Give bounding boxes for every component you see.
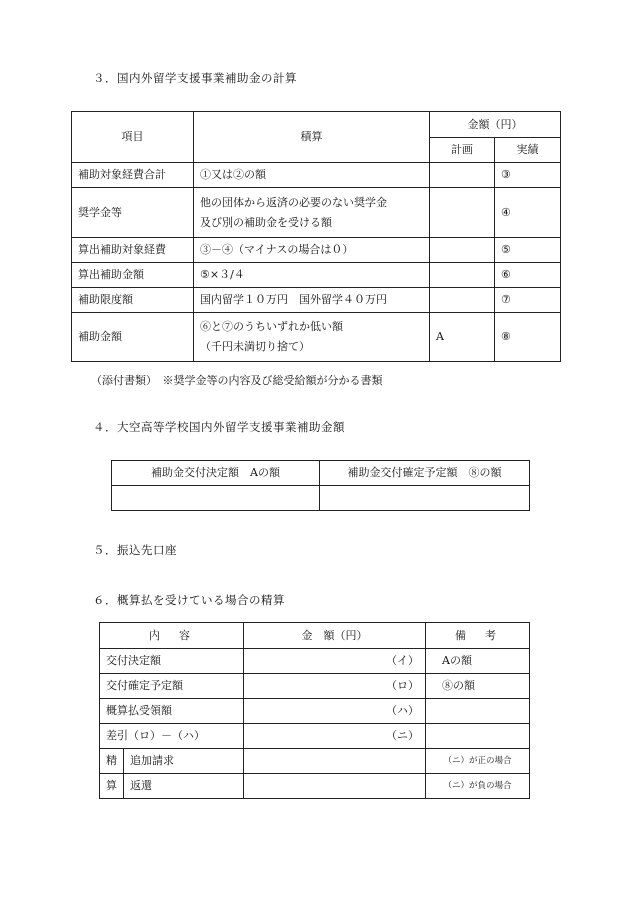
header-calc: 積算 xyxy=(194,112,430,163)
row-marker: （ロ） xyxy=(244,674,426,699)
row-plan xyxy=(430,288,495,313)
confirmed-amount-cell xyxy=(320,486,530,511)
row-calc xyxy=(194,313,430,362)
header-amount: 金 額（円） xyxy=(244,623,426,649)
table-row xyxy=(72,263,561,288)
row-plan xyxy=(430,238,495,263)
row-plan xyxy=(430,163,495,188)
settlement-label-top: 精 xyxy=(100,749,124,774)
section3-heading: ３．国内外留学支援事業補助金の計算 xyxy=(93,71,297,85)
row-calc: ①又は②の額 xyxy=(194,163,430,188)
row-actual: ⑧ xyxy=(495,313,561,362)
table-row xyxy=(72,313,561,362)
row-content: 返還 xyxy=(124,774,244,799)
row-remarks: （ニ）が負の場合 xyxy=(426,774,530,799)
row-marker: （イ） xyxy=(244,649,426,674)
row-marker: （ニ） xyxy=(244,724,426,749)
row-calc-line: ⑥と⑦のうちいずれか低い額 xyxy=(200,320,343,333)
row-calc: 国内留学１０万円 国外留学４０万円 xyxy=(194,288,430,313)
row-remarks xyxy=(426,724,530,749)
table-row xyxy=(100,649,530,674)
row-item: 補助限度額 xyxy=(72,288,194,313)
table-row xyxy=(72,163,561,188)
row-item: 算出補助金額 xyxy=(72,263,194,288)
decided-amount-header: 補助金交付決定額 Aの額 xyxy=(112,461,320,486)
table-row xyxy=(100,674,530,699)
row-remarks: （ニ）が正の場合 xyxy=(426,749,530,774)
row-item: 補助金額 xyxy=(72,313,194,362)
header-actual: 実績 xyxy=(495,138,561,163)
row-actual: ⑦ xyxy=(495,288,561,313)
header-plan: 計画 xyxy=(430,138,495,163)
row-marker: （ハ） xyxy=(244,699,426,724)
decided-amount-cell xyxy=(112,486,320,511)
table-row xyxy=(100,774,530,799)
row-calc: ③－④（マイナスの場合は０） xyxy=(194,238,430,263)
header-amount: 金額（円） xyxy=(430,112,561,138)
subsidy-amount-table xyxy=(111,460,530,511)
row-item: 算出補助対象経費 xyxy=(72,238,194,263)
settlement-label-bottom: 算 xyxy=(100,774,124,799)
section4-heading: ４．大空高等学校国内外留学支援事業補助金額 xyxy=(93,420,345,434)
row-actual: ④ xyxy=(495,188,561,238)
header-item: 項目 xyxy=(72,112,194,163)
row-calc-line: 及び別の補助金を受ける額 xyxy=(200,215,332,229)
row-item: 奨学金等 xyxy=(72,188,194,238)
row-item: 補助対象経費合計 xyxy=(72,163,194,188)
table-row xyxy=(72,188,561,238)
row-remarks: Aの額 xyxy=(426,649,530,674)
row-remarks xyxy=(426,699,530,724)
row-content: 差引（ロ）－（ハ） xyxy=(100,724,244,749)
section6-heading: ６．概算払を受けている場合の精算 xyxy=(93,593,285,607)
row-actual: ⑤ xyxy=(495,238,561,263)
subsidy-calculation-table xyxy=(71,111,561,362)
row-actual: ③ xyxy=(495,163,561,188)
row-plan: A xyxy=(430,313,495,362)
row-content: 追加請求 xyxy=(124,749,244,774)
row-amount xyxy=(244,774,426,799)
table-row xyxy=(72,238,561,263)
header-remarks: 備 考 xyxy=(426,623,530,649)
table-row xyxy=(100,749,530,774)
table-row xyxy=(100,724,530,749)
settlement-table xyxy=(99,622,530,799)
row-content: 交付決定額 xyxy=(100,649,244,674)
section5-heading: ５．振込先口座 xyxy=(93,543,177,557)
attachment-note: （添付書類） ※奨学金等の内容及び総受給額が分かる書類 xyxy=(91,374,383,387)
header-content: 内 容 xyxy=(100,623,244,649)
row-content: 交付確定予定額 xyxy=(100,674,244,699)
table-row xyxy=(100,699,530,724)
row-plan xyxy=(430,263,495,288)
table-row xyxy=(72,288,561,313)
row-remarks: ⑧の額 xyxy=(426,674,530,699)
row-amount xyxy=(244,749,426,774)
row-calc-line: （千円未満切り捨て） xyxy=(200,340,310,353)
row-calc xyxy=(194,188,430,238)
row-content: 概算払受領額 xyxy=(100,699,244,724)
confirmed-amount-header: 補助金交付確定予定額 ⑧の額 xyxy=(320,461,530,486)
row-calc: ⑤×３/４ xyxy=(194,263,430,288)
row-plan xyxy=(430,188,495,238)
row-actual: ⑥ xyxy=(495,263,561,288)
row-calc-line: 他の団体から返済の必要のない奨学金 xyxy=(200,195,387,209)
